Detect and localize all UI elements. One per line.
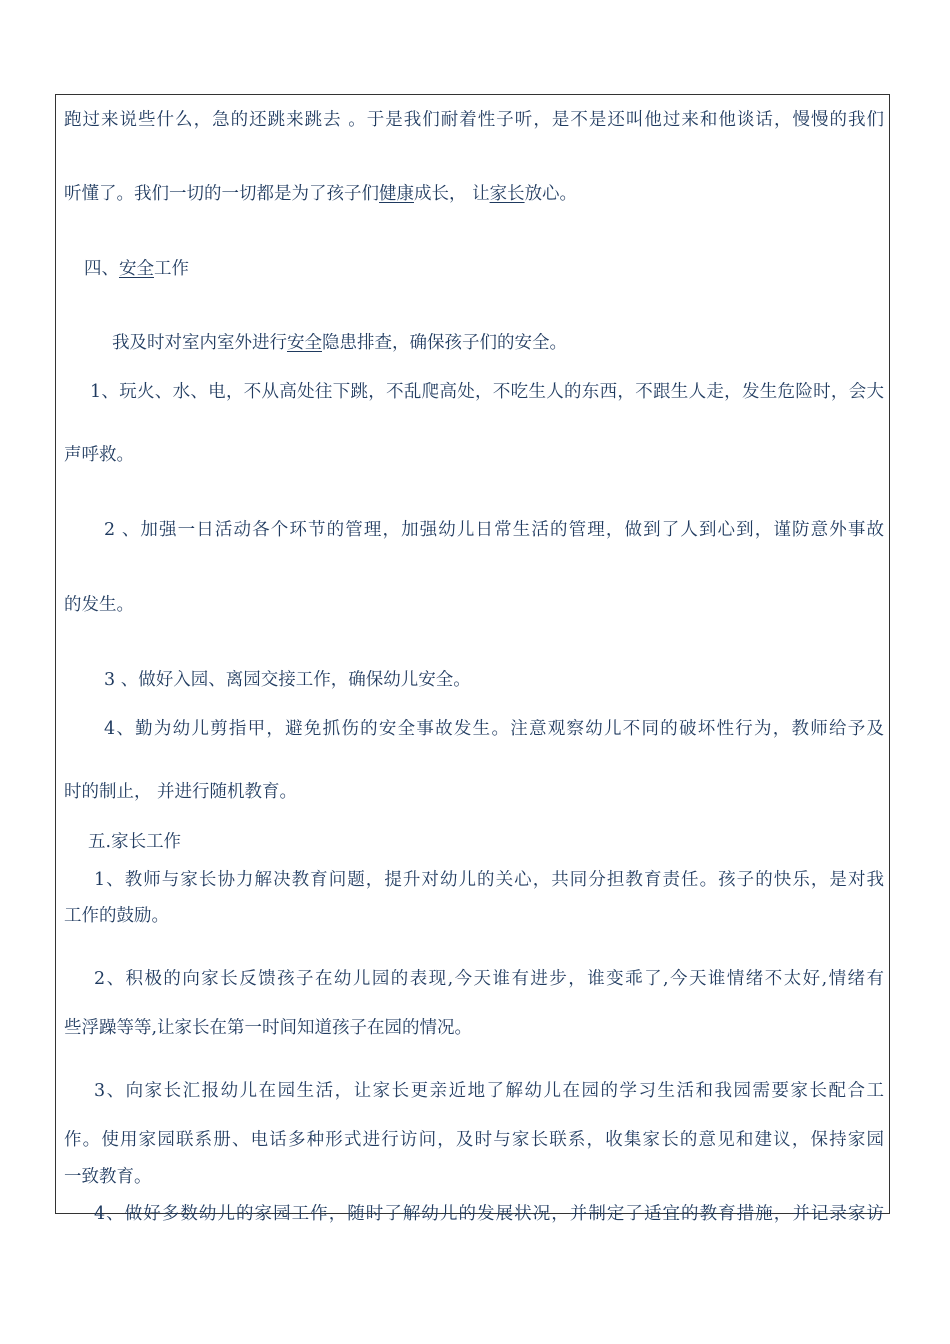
text-line: 一致教育。 (64, 1167, 152, 1187)
text-line: 时的制止， 并进行随机教育。 (64, 782, 298, 802)
section-heading: 五.家长工作 (88, 832, 182, 852)
text-segment: 隐患排查，确保孩子们的安全。 (322, 333, 567, 353)
text-line: 工作的鼓励。 (64, 906, 169, 926)
text-segment: 听懂了。我们一切的一切都是为了孩子们 (64, 184, 379, 204)
text-line (64, 182, 884, 206)
link-safety[interactable]: 安全 (287, 333, 322, 353)
text-line: 2 、加强一日活动各个环节的管理，加强幼儿日常生活的管理，做到了人到心到，谨防意外事故 (104, 520, 884, 540)
text-line: 3、向家长汇报幼儿在园生活，让家长更亲近地了解幼儿在园的学习生活和我园需要家长配合工 (94, 1081, 884, 1101)
text-line: 声呼救。 (64, 445, 134, 465)
text-line: 作。使用家园联系册、电话多种形式进行访问，及时与家长联系，收集家长的意见和建议，保持家园 (64, 1130, 884, 1150)
text-line: 4、勤为幼儿剪指甲，避免抓伤的安全事故发生。注意观察幼儿不同的破坏性行为，教师给予及 (104, 719, 884, 739)
text-line: 些浮躁等等,让家长在第一时间知道孩子在园的情况。 (64, 1018, 473, 1038)
section-heading (84, 257, 904, 281)
link-safety[interactable]: 安全 (119, 259, 154, 279)
text-line (112, 331, 932, 355)
text-segment: 成长， 让 (414, 184, 490, 204)
text-line: 3 、做好入园、离园交接工作，确保幼儿安全。 (104, 670, 471, 690)
text-line: 跑过来说些什么，急的还跳来跳去 。于是我们耐着性子听，是不是还叫他过来和他谈话，慢慢的我们 (64, 110, 884, 130)
text-segment: 工作 (154, 259, 189, 279)
text-segment: 放心。 (524, 184, 578, 204)
text-line: 2、积极的向家长反馈孩子在幼儿园的表现,今天谁有进步，谁变乖了,今天谁情绪不太好,情绪有 (94, 969, 884, 989)
text-line: 1、玩火、水、电，不从高处往下跳，不乱爬高处，不吃生人的东西，不跟生人走，发生危险时，会大 (90, 382, 884, 402)
text-line: 4、做好多数幼儿的家园工作，随时了解幼儿的发展状况，并制定了适宜的教育措施，并记录家访 (94, 1204, 884, 1224)
text-segment: 四、 (84, 259, 119, 279)
text-segment: 我及时对室内室外进行 (112, 333, 287, 353)
text-line: 1、教师与家长协力解决教育问题，提升对幼儿的关心，共同分担教育责任。孩子的快乐，是对我 (94, 870, 884, 890)
link-health[interactable]: 健康 (379, 184, 414, 204)
link-parents[interactable]: 家长 (489, 184, 525, 204)
text-line: 的发生。 (64, 595, 134, 615)
